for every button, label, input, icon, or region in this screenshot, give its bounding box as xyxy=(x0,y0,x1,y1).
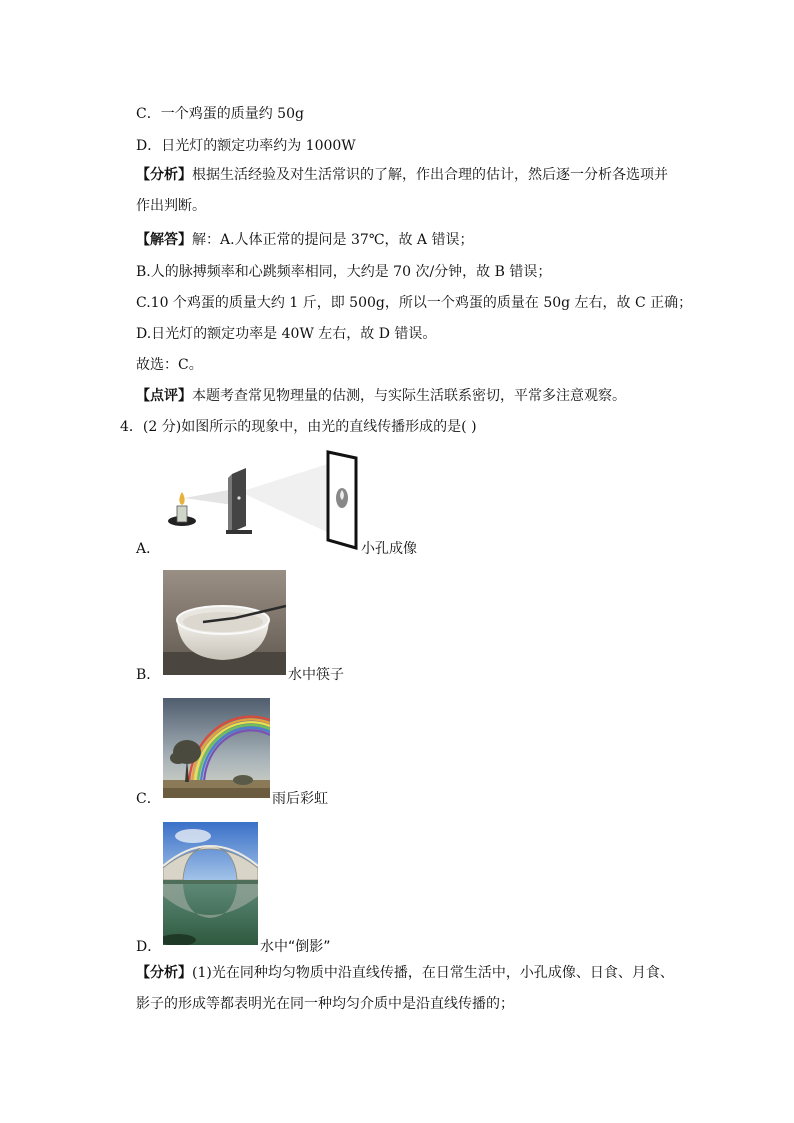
analysis-block xyxy=(136,160,681,222)
chopstick-bowl-photo xyxy=(163,570,286,675)
answer-d: D.日光灯的额定功率是 40W 左右，故 D 错误。 xyxy=(136,326,437,342)
analysis2-block xyxy=(136,958,681,1020)
option-d-prev: D．日光灯的额定功率约为 1000W xyxy=(136,138,356,154)
answer-c: C.10 个鸡蛋的质量大约 1 斤，即 500g，所以一个鸡蛋的质量在 50g 左右，故 C 正确； xyxy=(136,295,693,311)
answer-tag: 【解答】 xyxy=(136,232,192,248)
option-a-caption: 小孔成像 xyxy=(361,541,417,557)
option-a-letter: A． xyxy=(136,541,161,557)
choose-line: 故选：C。 xyxy=(136,357,203,373)
analysis2-tag: 【分析】 xyxy=(136,965,192,981)
option-c-caption: 雨后彩虹 xyxy=(272,791,328,807)
analysis-text: 根据生活经验及对生活常识的了解，作出合理的估计，然后逐一分析各选项并作出判断。 xyxy=(136,167,668,214)
option-c-letter: C． xyxy=(136,791,161,807)
option-d-letter: D． xyxy=(136,939,162,955)
answer-a-text: 解：A.人体正常的提问是 37℃，故 A 错误； xyxy=(192,232,474,248)
rainbow-photo xyxy=(163,698,270,798)
analysis2-text: (1)光在同种均匀物质中沿直线传播，在日常生活中，小孔成像、日食、月食、影子的形成等都表明光在同一种均匀介质中是沿直线传播的； xyxy=(136,965,674,1012)
comment-tag: 【点评】 xyxy=(136,388,192,404)
analysis-tag: 【分析】 xyxy=(136,167,192,183)
pinhole-diagram xyxy=(162,448,358,554)
option-d-caption: 水中“倒影” xyxy=(260,939,331,955)
option-b-letter: B． xyxy=(136,667,161,683)
comment-text: 本题考查常见物理量的估测，与实际生活联系密切，平常多注意观察。 xyxy=(192,388,626,404)
question-4-stem: 4．(2 分)如图所示的现象中，由光的直线传播形成的是( ) xyxy=(120,419,477,435)
option-c-prev: C．一个鸡蛋的质量约 50g xyxy=(136,106,304,122)
comment-line xyxy=(136,386,626,406)
answer-b: B.人的脉搏频率和心跳频率相同，大约是 70 次/分钟，故 B 错误； xyxy=(136,264,552,280)
answer-a xyxy=(136,230,474,250)
bridge-reflection-photo xyxy=(163,822,258,945)
option-b-caption: 水中筷子 xyxy=(288,667,344,683)
